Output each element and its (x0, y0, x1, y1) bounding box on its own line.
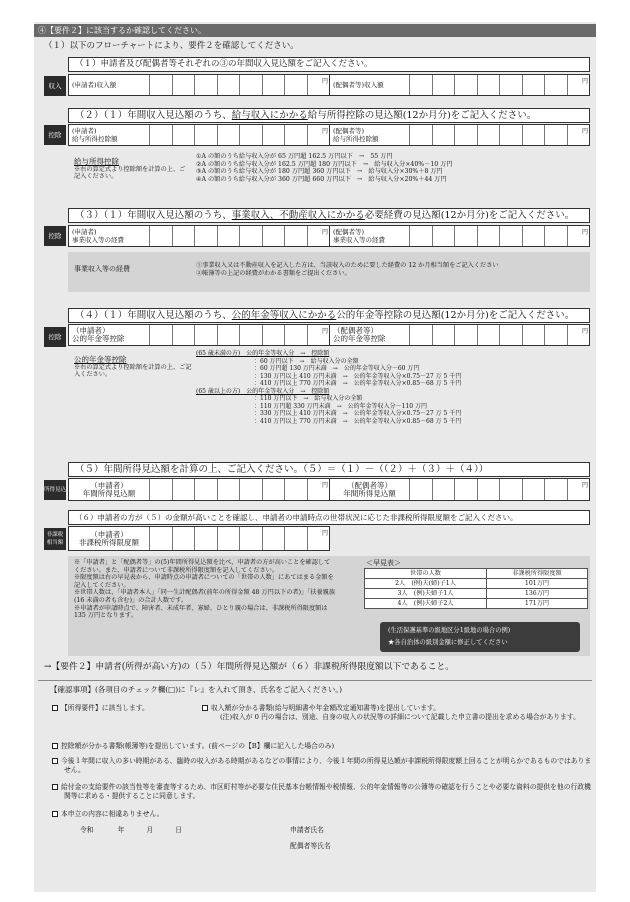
checkbox[interactable] (52, 758, 58, 764)
s3-sp-amount-field[interactable]: 円 (409, 226, 589, 246)
date-line: 令和 年 月 日 (80, 826, 182, 834)
confirm-item-1b: 収入額が分かる書類(給与明細書や年金額改定通知書等)を提出しています。 (注)収入が 0 円の場合は、別途、自身の収入の状況等の詳細について記載した申立書の提出を求める場合があります。 (202, 704, 590, 721)
s6-side-label: 非課税相当額 (44, 528, 66, 550)
s2-formulas: ①A の額のうち給与収入分が 65 万円超 162.5 万円以下 → 55 万円 ②A の額のうち給与収入分が 162.5 万円超 180 万円以下 → 給与収入分×40%－10 万円 ③A の額のうち給与収入分が 180 万円超 360 万円以下 → 給与収入分×30%＋8 万円 ④A の額のうち給与収入分が 360 万円超 660 万円以下 → 給与収入分×20%＋44 万円 (196, 153, 453, 183)
spouse-signature-label: 配偶者等氏名 (290, 842, 331, 850)
confirm-item-4: 給付金の支給要件の該当性等を審査等するため、市区町村等が必要な住民基本台帳情報や税情報、公的年金情報等の公簿等の確認を行うことや必要な資料の提供を他の行政機関等に求める・提供することに同意します。 (52, 783, 592, 800)
s6-row: （申請者） 非課税所得限度額 円 (68, 526, 330, 551)
section-title-bar: ④【要件２】に該当するか確認してください。 (34, 24, 596, 37)
s2-row: (申請者) 給与所得控除額 円 (配偶者等) 給与所得控除額 円 (68, 124, 590, 146)
s3-notes: ①事業収入又は不動産収入を記入した方は、当該収入のために要した経費の 12 か月相当額をご記入ください ②帳簿等の上記の経費がわかる書類をご提出ください。 (196, 262, 499, 277)
s3-heading: （３）（１）年間収入見込額のうち、事業収入、不動産収入にかかる必要経費の見込額(12か月分)をご記入ください。 (68, 208, 590, 223)
gradient-note-panel: (生活保護基準の級地区分1級地の場合の例) ★各自治体の級別金額に修正してください (380, 622, 580, 652)
s2-heading: （２）（１）年間収入見込額のうち、給与収入にかかる給与所得控除の見込額(12か月分)をご記入ください。 (68, 108, 590, 123)
divider (38, 680, 592, 681)
s4-sp-amount-field[interactable]: 円 (409, 325, 589, 345)
checkbox[interactable] (52, 811, 58, 817)
section-subtitle: （１）以下のフローチャートにより、要件２を確認してください。 (44, 41, 299, 51)
s4-note: 公的年金等控除 ※右の算定式より控除額を計算の上、ご記入ください。 (74, 355, 192, 379)
s2-side-label: 控除 (44, 125, 66, 145)
checkbox[interactable] (52, 784, 58, 790)
checkbox[interactable] (52, 705, 58, 711)
s4-side-label: 控除 (44, 327, 66, 347)
s4-app-amount-field[interactable]: 円 (149, 325, 329, 345)
limit-quick-table (364, 568, 588, 609)
s3-app-amount-field[interactable]: 円 (149, 226, 329, 246)
s2-app-amount-field[interactable]: 円 (149, 125, 329, 145)
table-row: 2人 (例)夫(婦)子1人 101万円 (365, 579, 588, 589)
s5-heading: （５）年間所得見込額を計算の上、ご記入ください。（５）＝（１）－（（２）＋（３）＋（４）） (68, 462, 590, 477)
confirm-heading: 【確認事項】(各項目のチェック欄(□)に『レ』を入れて頂き、氏名をご記入ください。) (50, 685, 343, 694)
checkbox[interactable] (202, 705, 208, 711)
s1-side-label: 収入 (44, 76, 66, 96)
s3-note-title: 事業収入等の経費 (74, 265, 130, 273)
s2-note: 給与所得控除 ※右の算定式より控除額を計算の上、ご記入ください。 (74, 157, 186, 181)
conclusion-text: →【要件２】申請者(所得が高い方)の（５）年間所得見込額が（６）非課税所得限度額以下であること。 (44, 662, 455, 672)
applicant-signature-label: 申請者氏名 (290, 826, 324, 834)
s1-sp-amount-field[interactable]: 円 (409, 75, 589, 95)
confirm-item-5: 本申立の内容に相違ありません。 (52, 810, 592, 819)
s3-side-label: 控除 (44, 226, 66, 246)
s6-notes: ※「申請者」と「配偶者等」の(5)年間所得見込額を比べ、申請者の方が高いことを確認してください。また、申請者について非課税所得限度額を記入してください。 ※限度額は右の早見表から、申請時点の申請者についての「世帯の人数」にあてはまる金額を記入してください。 ※世帯人数は、「申請者本人」「同一生計配偶者(前年の所得金額 48 万円以下の者)」「扶養親族(16 未満の者も含む)」の合計人数です。 ※申請者が申請時点で、障害者、未成年者、寡婦、ひとり親の場合は、非課税所得限度額は 135 万円となります。 (74, 559, 336, 620)
table-row: 4人 (例)夫婦子2人 171万円 (365, 599, 588, 609)
s5-app-amount-field[interactable]: 円 (149, 479, 329, 500)
confirm-item-2: 控除額が分かる書類(帳簿等)を提出しています。(前ページの【B】欄に記入した場合のみ) (52, 742, 592, 751)
confirm-item-1a: 【所得要件】に該当します。 (52, 704, 202, 713)
s3-row: (申請者) 事業収入等の経費 円 (配偶者等) 事業収入等の経費 円 (68, 225, 590, 247)
s1-heading: （１）申請者及び配偶者等それぞれの③の年間収入見込額をご記入ください。 (68, 57, 590, 72)
s6-limit-amount-field[interactable]: 円 (149, 527, 329, 550)
s4-formulas: (65 歳未満の方) 公的年金等収入分 → 控除額 ：60 万円以下 → 給与収入分の全額 ：60 万円超 130 万円未満 → 公的年金等収入分－60 万円 ：130 万円以上 410 万円未満 → 公的年金等収入分×0.75－27 万 5 千円 ：410 万円以上 770 万円未満 → 公的年金等収入分×0.85－68 万 5 千円 (65 歳以上の方) 公的年金等収入分 → 控除額 ：110 万円以下 → 給与収入分の全額 ：110 万円超 330 万円未満 → 公的年金等収入分－110 万円 ：330 万円以上 410 万円未満 → 公的年金等収入分×0.75－27 万 5 千円 ：410 万円以上 770 万円未満 → 公的年金等収入分×0.85－68 万 5 千円 (196, 350, 462, 425)
s5-sp-amount-field[interactable]: 円 (409, 479, 589, 500)
table-header-row: 世帯の人数 非課税所得限度額 (365, 569, 588, 579)
s2-sp-amount-field[interactable]: 円 (409, 125, 589, 145)
s1-row (68, 74, 590, 96)
confirm-item-3: 今後１年間に収入の多い時期がある、臨時の収入がある時期があるなどの事情により、今後１年間の所得見込額が非課税所得限度額上回ることが明らかであるものではありません。 (52, 757, 592, 774)
s5-row: （申請者） 年間所得見込額 円 （配偶者等） 年間所得見込額 円 (68, 478, 590, 501)
s4-heading: （４）（１）年間収入見込額のうち、公的年金等収入にかかる公的年金等控除の見込額(12か月分)をご記入ください。 (68, 308, 590, 323)
s1-app-label: (申請者)収入額 (72, 81, 117, 89)
s6-heading: （６）申請者の方が（５）の金額が高いことを確認し、申請者の申請時点の世帯状況に応じた非課税所得限度額をご記入ください。 (68, 510, 590, 525)
s1-sp-label: (配偶者等)収入額 (329, 75, 409, 95)
s5-side-label: 所得見込 (44, 480, 66, 500)
quick-table-title: ＜早見表＞ (366, 559, 401, 567)
table-row: 3人 (例)夫婦子1人 136万円 (365, 589, 588, 599)
s4-row: （申請者） 公的年金等控除 円 （配偶者等） 公的年金等控除 円 (68, 324, 590, 346)
s1-app-amount-field[interactable]: 円 (149, 75, 329, 95)
checkbox[interactable] (52, 743, 58, 749)
